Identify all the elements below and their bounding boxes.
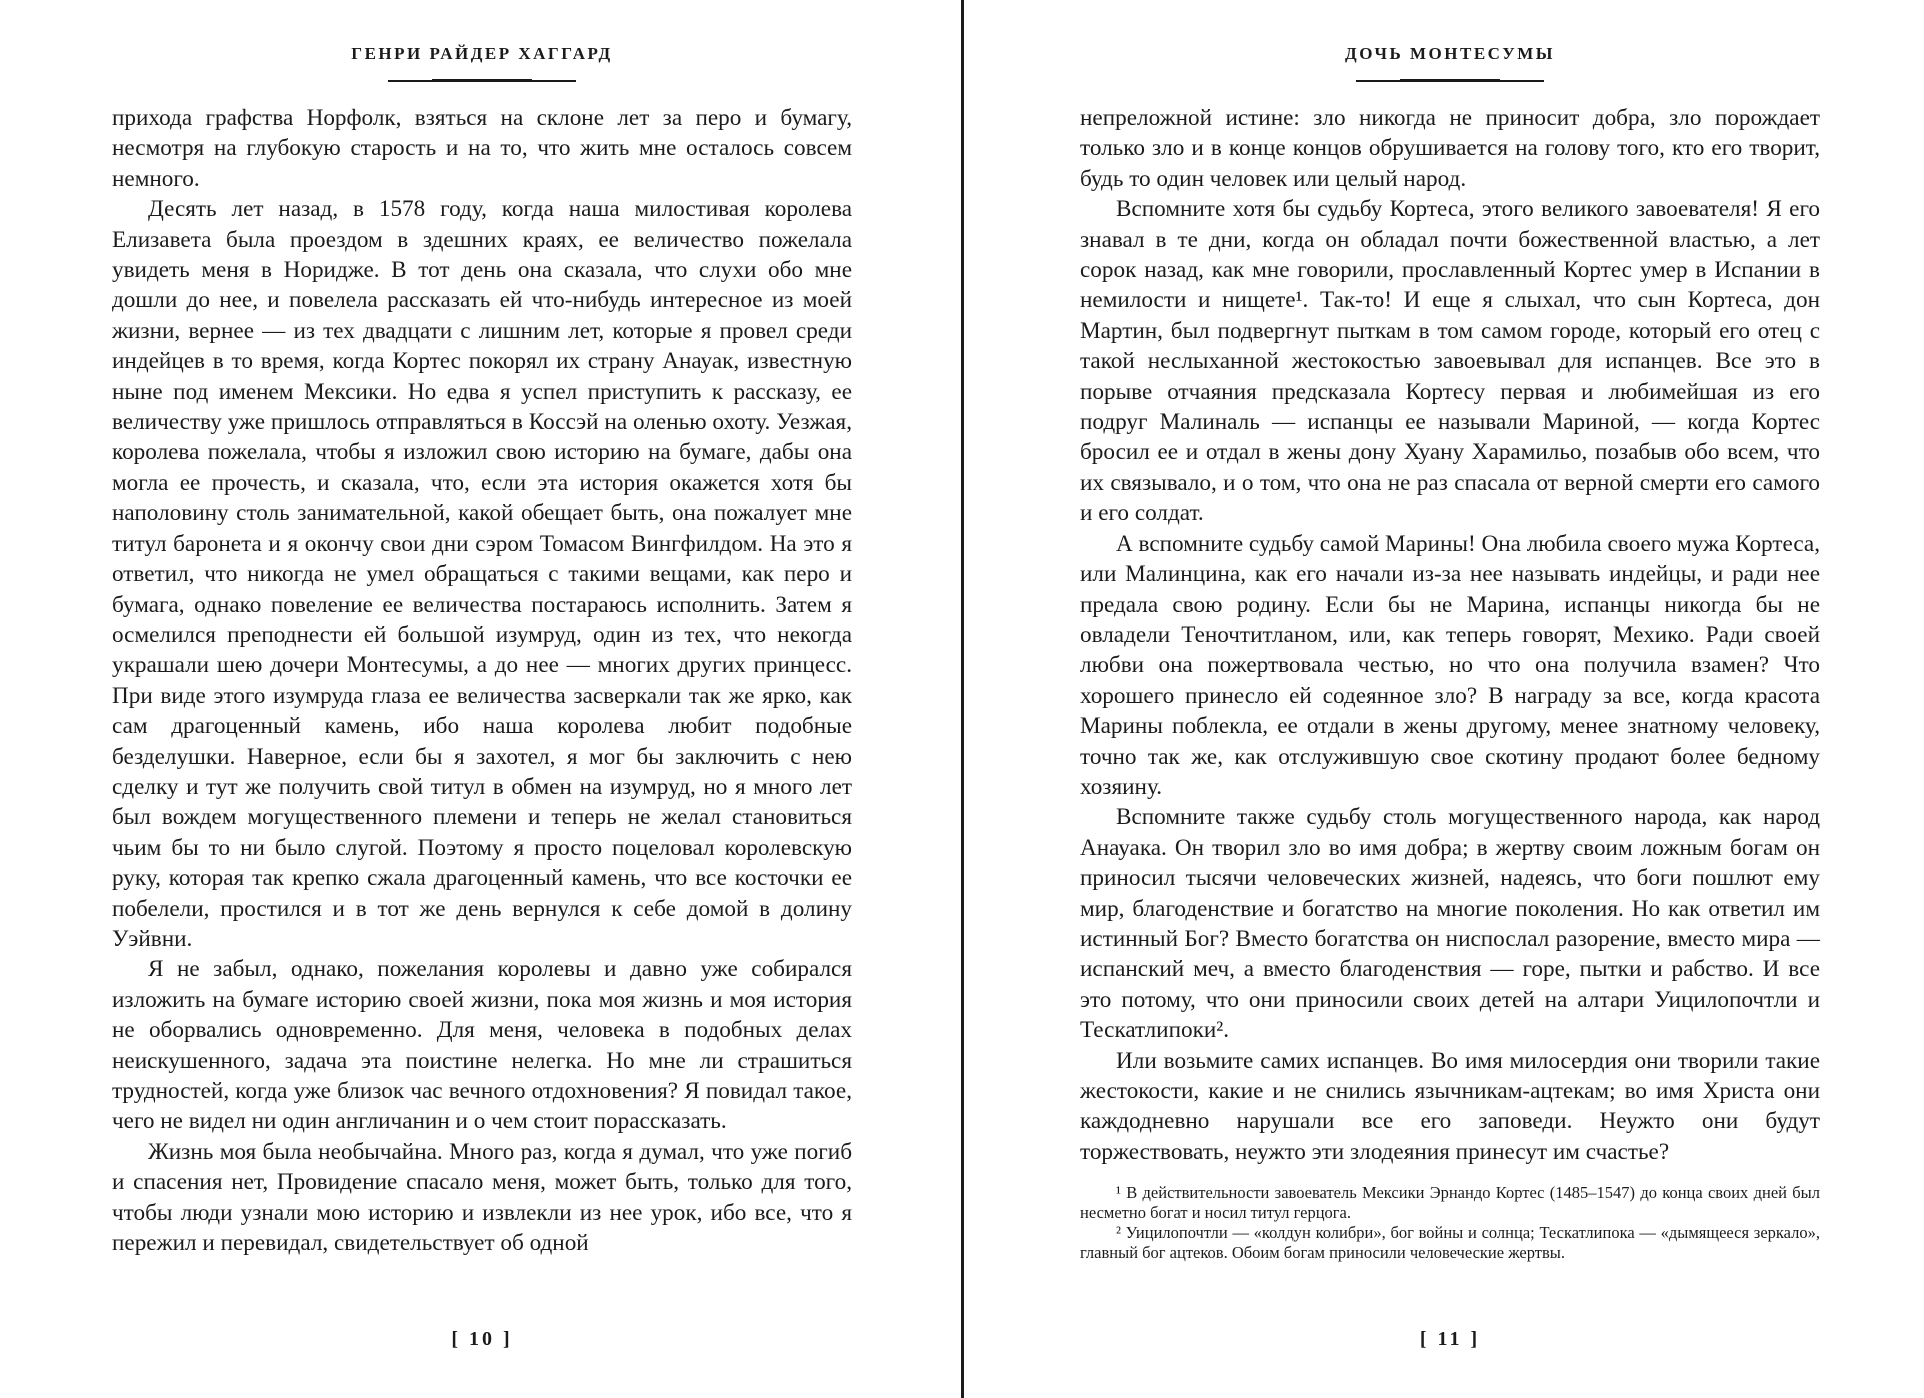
paragraph: непреложной истине: зло никогда не приносит добра, зло порождает только зло и в конце концов обрушивается на голову того, кто его творит, будь то один человек или целый народ. xyxy=(1080,105,1820,192)
page-number: [ 10 ] xyxy=(451,1328,513,1350)
right-page xyxy=(964,0,1924,1398)
footnotes xyxy=(1080,1176,1820,1263)
header-rule xyxy=(388,80,576,82)
paragraph: прихода графства Норфолк, взяться на склоне лет за перо и бумагу, несмотря на глубокую старость и на то, что жить мне осталось совсем немного. xyxy=(112,105,852,192)
footnote: ² Уицилопочтли — «колдун колибри», бог войны и солнца; Тескатлипока — «дымящееся зеркало», главный бог ацтеков. Обоим богам приносили человеческие жертвы. xyxy=(1080,1223,1820,1262)
running-header-author: ГЕНРИ РАЙДЕР ХАГГАРД xyxy=(351,44,613,63)
paragraph: Вспомните хотя бы судьбу Кортеса, этого великого завоевателя! Я его знавал в те дни, когда он обладал почти божественной властью, а лет сорок назад, как мне говорили, прославленный Кортес умер в Испании в немилости и нищете¹. Так-то! И еще я слыхал, что сын Кортеса, дон Мартин, был подвергнут пыткам в том самом городе, который его отец с такой неслыханной жестокостью завоевывал для испанцев. Все это в порыве отчаяния предсказала Кортесу первая и любимейшая из его подруг Малиналь — испанцы ее называли Мариной, — когда Кортес бросил ее и отдал в жены дону Хуану Харамильо, позабыв обо всем, что их связывало, и о том, что она не раз спасала от верной смерти его самого и его солдат. xyxy=(1080,196,1820,527)
page-number: [ 11 ] xyxy=(1419,1328,1481,1350)
paragraph: А вспомните судьбу самой Марины! Она любила своего мужа Кортеса, или Малинцина, как его начали из-за нее называть индейцы, и ради нее предала свою родину. Если бы не Марина, испанцы никогда бы не овладели Теночтитланом, или, как теперь говорят, Мехико. Ради своей любви она пожертвовала честью, но что она получила взамен? Что хорошего принесло ей содеянное зло? В награду за все, когда красота Марины поблекла, ее отдали в жены другому, менее знатному человеку, точно так же, как отслужившую свое скотину продают более бедному хозяину. xyxy=(1080,530,1820,800)
paragraph: Или возьмите самих испанцев. Во имя милосердия они творили такие жестокости, какие и не снились язычникам-ацтекам; во имя Христа они каждодневно нарушали все его заповеди. Неужто они будут торжествовать, неужто эти злодеяния принесут им счастье? xyxy=(1080,1047,1820,1165)
header-rule xyxy=(1356,80,1544,82)
paragraph: Жизнь моя была необычайна. Много раз, когда я думал, что уже погиб и спасения нет, Провидение спасало меня, может быть, только для того, чтобы люди узнали мою историю и извлекли из нее урок, ибо все, что я пережил и перевидал, свидетельствует об одной xyxy=(112,1138,852,1257)
body-text xyxy=(112,103,852,1258)
paragraph: Вспомните также судьбу столь могущественного народа, как народ Анауака. Он творил зло во имя добра; в жертву своим ложным богам он приносил тысячи человеческих жизней, надеясь, что боги пошлют ему мир, благоденствие и богатство на многие поколения. Но как ответил им истинный Бог? Вместо богатства он ниспослал разорение, вместо мира — испанский меч, а вместо благоденствия — горе, пытки и рабство. И все это потому, что они приносили своих детей на алтари Уицилопочтли и Тескатлипоки². xyxy=(1080,804,1820,1044)
paragraph: Десять лет назад, в 1578 году, когда наша милостивая королева Елизавета была проездом в здешних краях, ее величество пожелала увидеть меня в Нoридже. В тот день она сказала, что слухи обо мне дошли до нее, и повелела рассказать ей что-нибудь интересное из моей жизни, вернее — из тех двадцати с лишним лет, которые я провел среди индейцев в то время, когда Кортес покорял их страну Анауак, известную ныне под именем Мексики. Но едва я успел приступить к рассказу, ее величеству уже пришлось отправляться в Коссэй на оленью охоту. Уезжая, королева пожелала, чтобы я изложил свою историю на бумаге, дабы она могла ее прочесть, и сказала, что, если эта история окажется хотя бы наполовину столь занимательной, какой обещает быть, она пожалует мне титул баронета и я окончу свои дни сэром Томасом Вингфилдом. На это я ответил, что никогда не умел обращаться с такими вещами, как перо и бумага, однако повеление ее величества постараюсь исполнить. Затем я осмелился преподнести ей большой изумруд, один из тех, что некогда украшали шею дочери Монтесумы, а до нее — многих других принцесс. При виде этого изумруда глаза ее величества засверкали так же ярко, как сам драгоценный камень, ибо наша королева любит подобные безделушки. Наверное, если бы я захотел, я мог бы заключить с нею сделку и тут же получить свой титул в обмен на изумруд, но я много лет был вождем могущественного племени и теперь не желал становиться чьим бы то ни было слугой. Поэтому я просто поцеловал королевскую руку, которая так крепко сжала драгоценный камень, что все косточки ее побелели, простился и в тот же день вернулся к себе домой в долину Уэйвни. xyxy=(112,196,852,952)
footnote: ¹ В действительности завоеватель Мексики Эрнандо Кортес (1485–1547) до конца своих дней был несметно богат и носил титул герцога. xyxy=(1080,1183,1820,1222)
paragraph: Я не забыл, однако, пожелания королевы и давно уже собирался изложить на бумаге историю своей жизни, пока моя жизнь и моя история не оборвались одновременно. Для меня, человека в подобных делах неискушенного, задача эта поистине нелегка. Но мне ли страшиться трудностей, когда уже близок час вечного отдохновения? Я повидал такое, чего не видел ни один англичанин и о чем стоит порассказать. xyxy=(112,956,852,1135)
running-header-title: ДОЧЬ МОНТЕСУМЫ xyxy=(1345,44,1555,63)
body-text xyxy=(1080,103,1820,1167)
